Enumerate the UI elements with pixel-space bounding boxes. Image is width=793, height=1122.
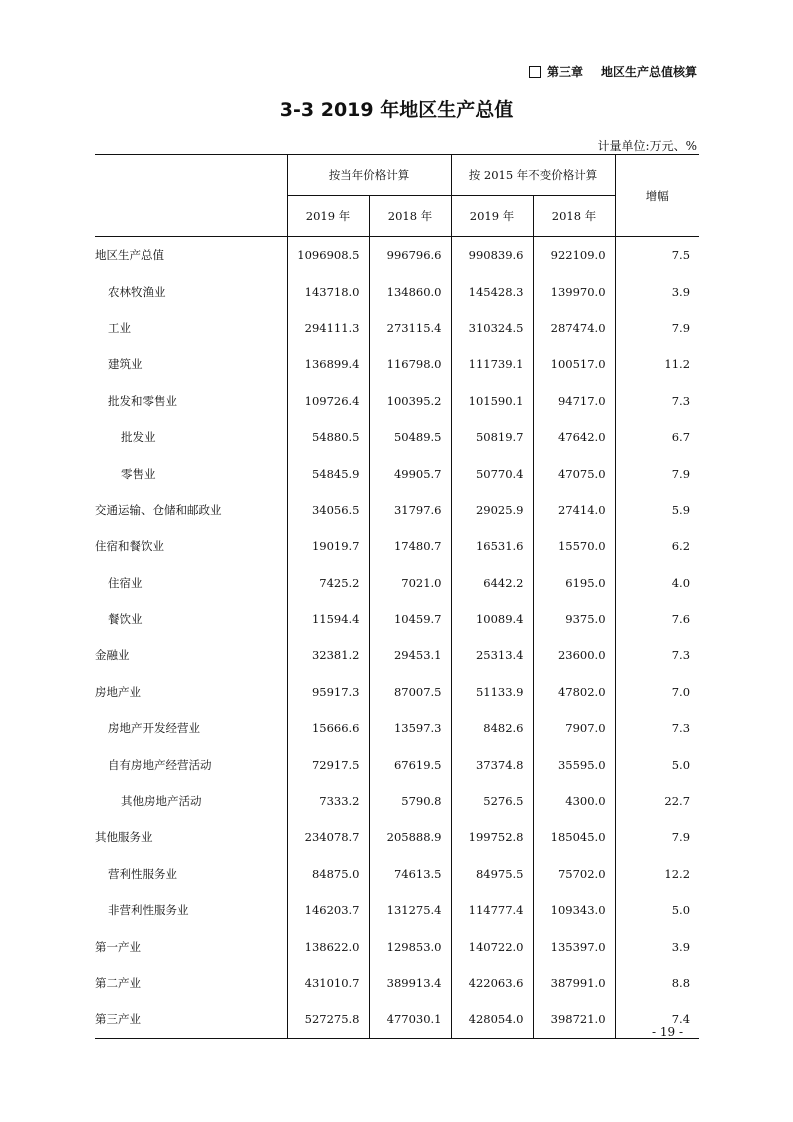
- row-value: 922109.0: [533, 237, 615, 274]
- row-value: 234078.7: [287, 819, 369, 855]
- header-year-2018: 2018 年: [533, 196, 615, 237]
- row-value: 287474.0: [533, 310, 615, 346]
- row-label: 零售业: [121, 466, 156, 481]
- table-row: [95, 237, 699, 274]
- row-value: 7.3: [615, 637, 699, 673]
- table-row: [95, 565, 699, 601]
- header-year-2019: 2019 年: [451, 196, 533, 237]
- row-value: 398721.0: [533, 1001, 615, 1038]
- row-value: 111739.1: [451, 346, 533, 382]
- row-value: 139970.0: [533, 273, 615, 309]
- row-label: 房地产开发经营业: [108, 721, 200, 736]
- row-value: 140722.0: [451, 928, 533, 964]
- table-row: [95, 1001, 699, 1038]
- row-label: 其他房地产活动: [121, 794, 202, 809]
- gdp-table: [95, 154, 699, 1039]
- row-value: 7425.2: [287, 565, 369, 601]
- row-value: 131275.4: [369, 892, 451, 928]
- row-value: 8482.6: [451, 710, 533, 746]
- row-value: 10459.7: [369, 601, 451, 637]
- row-label: 第三产业: [95, 1001, 287, 1038]
- row-value: 5790.8: [369, 783, 451, 819]
- row-value: 7021.0: [369, 565, 451, 601]
- row-value: 145428.3: [451, 273, 533, 309]
- row-value: 35595.0: [533, 746, 615, 782]
- row-value: 7.9: [615, 310, 699, 346]
- row-label: 住宿和餐饮业: [95, 539, 164, 554]
- row-value: 3.9: [615, 273, 699, 309]
- row-value: 84875.0: [287, 856, 369, 892]
- row-label: 建筑业: [108, 357, 143, 372]
- row-value: 8.8: [615, 965, 699, 1001]
- row-value: 114777.4: [451, 892, 533, 928]
- row-value: 136899.4: [287, 346, 369, 382]
- row-value: 19019.7: [287, 528, 369, 564]
- table-row: [95, 856, 699, 892]
- table-row: [95, 928, 699, 964]
- table-row: [95, 637, 699, 673]
- row-value: 477030.1: [369, 1001, 451, 1038]
- table-row: [95, 965, 699, 1001]
- row-value: 34056.5: [287, 492, 369, 528]
- row-value: 294111.3: [287, 310, 369, 346]
- row-value: 199752.8: [451, 819, 533, 855]
- row-value: 4.0: [615, 565, 699, 601]
- table-row: [95, 819, 699, 855]
- row-value: 310324.5: [451, 310, 533, 346]
- chapter-label: 第三章: [546, 65, 583, 79]
- header-current-price: 按当年价格计算: [287, 155, 451, 196]
- table-row: [95, 310, 699, 346]
- row-value: 49905.7: [369, 455, 451, 491]
- row-value: 25313.4: [451, 637, 533, 673]
- row-value: 109726.4: [287, 383, 369, 419]
- row-value: 67619.5: [369, 746, 451, 782]
- row-label: 批发业: [121, 430, 156, 445]
- table-row: [95, 492, 699, 528]
- row-value: 13597.3: [369, 710, 451, 746]
- row-value: 50819.7: [451, 419, 533, 455]
- table-row: [95, 273, 699, 309]
- row-value: 100395.2: [369, 383, 451, 419]
- table-row: [95, 419, 699, 455]
- row-value: 1096908.5: [287, 237, 369, 274]
- row-value: 11594.4: [287, 601, 369, 637]
- row-value: 4300.0: [533, 783, 615, 819]
- row-value: 17480.7: [369, 528, 451, 564]
- row-label: 自有房地产经营活动: [108, 757, 212, 772]
- row-value: 15666.6: [287, 710, 369, 746]
- row-value: 7.4: [615, 1001, 699, 1038]
- row-value: 12.2: [615, 856, 699, 892]
- row-value: 29025.9: [451, 492, 533, 528]
- row-value: 116798.0: [369, 346, 451, 382]
- row-value: 387991.0: [533, 965, 615, 1001]
- row-label: 地区生产总值: [95, 248, 164, 263]
- row-value: 5.9: [615, 492, 699, 528]
- row-label: 房地产业: [95, 684, 141, 699]
- row-value: 129853.0: [369, 928, 451, 964]
- row-value: 7.5: [615, 237, 699, 274]
- table-row: [95, 746, 699, 782]
- row-value: 431010.7: [287, 965, 369, 1001]
- table-row: [95, 710, 699, 746]
- row-value: 84975.5: [451, 856, 533, 892]
- header-blank: [95, 155, 287, 237]
- row-value: 6.7: [615, 419, 699, 455]
- row-value: 54880.5: [287, 419, 369, 455]
- row-value: 5.0: [615, 892, 699, 928]
- row-value: 23600.0: [533, 637, 615, 673]
- row-value: 100517.0: [533, 346, 615, 382]
- row-label: 住宿业: [108, 575, 143, 590]
- row-value: 5.0: [615, 746, 699, 782]
- row-value: 7.3: [615, 383, 699, 419]
- table-row: [95, 528, 699, 564]
- row-label: 批发和零售业: [108, 393, 177, 408]
- row-label: 其他服务业: [95, 830, 153, 845]
- row-value: 10089.4: [451, 601, 533, 637]
- row-value: 31797.6: [369, 492, 451, 528]
- header-constant-price: 按 2015 年不变价格计算: [451, 155, 615, 196]
- row-value: 47642.0: [533, 419, 615, 455]
- row-value: 54845.9: [287, 455, 369, 491]
- row-value: 11.2: [615, 346, 699, 382]
- table-row: [95, 783, 699, 819]
- row-value: 527275.8: [287, 1001, 369, 1038]
- row-label: 交通运输、仓储和邮政业: [95, 502, 222, 517]
- row-value: 143718.0: [287, 273, 369, 309]
- row-value: 6.2: [615, 528, 699, 564]
- row-value: 7.9: [615, 455, 699, 491]
- row-label: 工业: [108, 320, 131, 335]
- row-value: 87007.5: [369, 674, 451, 710]
- row-value: 990839.6: [451, 237, 533, 274]
- table-row: [95, 383, 699, 419]
- row-value: 51133.9: [451, 674, 533, 710]
- row-value: 273115.4: [369, 310, 451, 346]
- row-value: 94717.0: [533, 383, 615, 419]
- row-value: 389913.4: [369, 965, 451, 1001]
- row-value: 422063.6: [451, 965, 533, 1001]
- header-growth: 增幅: [615, 155, 699, 237]
- table-row: [95, 892, 699, 928]
- row-value: 146203.7: [287, 892, 369, 928]
- row-value: 50770.4: [451, 455, 533, 491]
- table-row: [95, 601, 699, 637]
- row-label: 第二产业: [95, 976, 141, 990]
- row-label: 农林牧渔业: [108, 284, 166, 299]
- row-value: 47802.0: [533, 674, 615, 710]
- row-value: 6442.2: [451, 565, 533, 601]
- page-title: 3-3 2019 年地区生产总值: [279, 99, 514, 121]
- row-value: 29453.1: [369, 637, 451, 673]
- row-value: 135397.0: [533, 928, 615, 964]
- section-label: 地区生产总值核算: [600, 65, 697, 79]
- row-value: 185045.0: [533, 819, 615, 855]
- row-value: 7333.2: [287, 783, 369, 819]
- row-value: 3.9: [615, 928, 699, 964]
- table-row: [95, 674, 699, 710]
- unit-label: 计量单位:万元、%: [597, 139, 697, 153]
- row-value: 15570.0: [533, 528, 615, 564]
- row-value: 95917.3: [287, 674, 369, 710]
- row-value: 7.9: [615, 819, 699, 855]
- row-value: 75702.0: [533, 856, 615, 892]
- row-value: 9375.0: [533, 601, 615, 637]
- row-value: 996796.6: [369, 237, 451, 274]
- row-value: 74613.5: [369, 856, 451, 892]
- table-row: [95, 455, 699, 491]
- row-value: 5276.5: [451, 783, 533, 819]
- row-value: 37374.8: [451, 746, 533, 782]
- table-row: [95, 346, 699, 382]
- row-value: 7.3: [615, 710, 699, 746]
- running-header: [529, 63, 697, 80]
- row-value: 109343.0: [533, 892, 615, 928]
- row-label: 第一产业: [95, 939, 141, 954]
- row-label: 营利性服务业: [108, 866, 177, 881]
- row-value: 6195.0: [533, 565, 615, 601]
- row-value: 134860.0: [369, 273, 451, 309]
- square-icon: [529, 66, 541, 78]
- row-value: 7.0: [615, 674, 699, 710]
- row-label: 餐饮业: [108, 612, 143, 627]
- row-label: 金融业: [95, 648, 130, 663]
- row-value: 101590.1: [451, 383, 533, 419]
- row-value: 138622.0: [287, 928, 369, 964]
- row-value: 72917.5: [287, 746, 369, 782]
- row-value: 7907.0: [533, 710, 615, 746]
- row-value: 428054.0: [451, 1001, 533, 1038]
- row-value: 205888.9: [369, 819, 451, 855]
- row-value: 16531.6: [451, 528, 533, 564]
- row-value: 32381.2: [287, 637, 369, 673]
- row-value: 22.7: [615, 783, 699, 819]
- row-value: 7.6: [615, 601, 699, 637]
- page-number: - 19 -: [651, 1025, 683, 1039]
- header-year-2018: 2018 年: [369, 196, 451, 237]
- row-label: 非营利性服务业: [108, 903, 189, 918]
- row-value: 27414.0: [533, 492, 615, 528]
- row-value: 50489.5: [369, 419, 451, 455]
- row-value: 47075.0: [533, 455, 615, 491]
- header-year-2019: 2019 年: [287, 196, 369, 237]
